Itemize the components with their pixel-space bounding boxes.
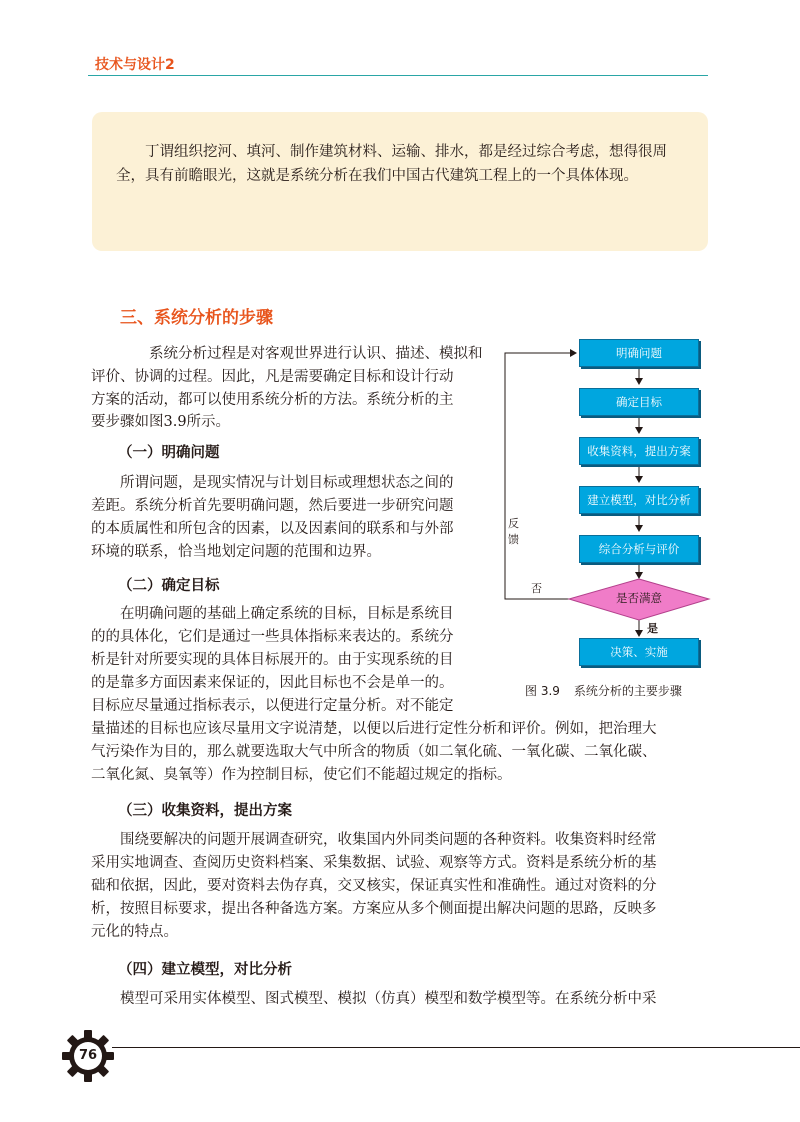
decision-label: 是否满意 — [616, 591, 662, 605]
subheading-define-problem: （一）明确问题 — [118, 445, 220, 461]
flow-step-4: 建立模型，对比分析 — [579, 486, 699, 514]
subheading-build-model: （四）建立模型，对比分析 — [118, 962, 292, 978]
feedback-label-2: 馈 — [508, 533, 519, 546]
section-title: 三、系统分析的步骤 — [120, 308, 273, 328]
figure-number: 图 3.9 — [525, 684, 560, 698]
flow-step-3: 收集资料，提出方案 — [579, 437, 699, 465]
flow-final-step: 决策、实施 — [579, 638, 699, 666]
yes-label: 是 — [647, 622, 658, 635]
sub2-line-6: 量描述的目标也应该尽量用文字说清楚，以便以后进行定性分析和评价。例如，把治理大 — [91, 721, 657, 737]
header-rule — [88, 75, 708, 76]
sub3-line-1: 围绕要解决的问题开展调查研究，收集国内外同类问题的各种资料。收集资料时经常 — [120, 832, 657, 848]
flow-step-1: 明确问题 — [579, 339, 699, 367]
note-text: 丁谓组织挖河、填河、制作建筑材料、运输、排水，都是经过综合考虑，想得很周全，具有前瞻眼光，这就是系统分析在我们中国古代建筑工程上的一个具体体现。 — [116, 144, 667, 184]
sub2-line-2: 的的具体化，它们是通过一些具体指标来表达的。系统分 — [91, 629, 454, 645]
sub1-line-3: 的本质属性和所包含的因素，以及因素间的联系和与外部 — [91, 521, 454, 537]
header-title: 技术与设计2 — [95, 57, 175, 73]
flow-step-2: 确定目标 — [579, 388, 699, 416]
sub2-line-5: 目标应尽量通过指标表示，以便进行定量分析。对不能定 — [91, 698, 454, 714]
sub4-line-1: 模型可采用实体模型、图式模型、模拟（仿真）模型和数学模型等。在系统分析中采 — [120, 991, 657, 1007]
note-box — [92, 112, 708, 251]
feedback-label-1: 反 — [508, 517, 519, 530]
sub2-line-4: 的是靠多方面因素来保证的，因此目标也不会是单一的。 — [91, 675, 454, 691]
sub1-line-2: 差距。系统分析首先要明确问题，然后要进一步研究问题 — [91, 498, 454, 514]
subheading-define-goal: （二）确定目标 — [118, 578, 220, 594]
sub2-line-7: 气污染作为目的，那么就要选取大气中所含的物质（如二氧化硫、一氧化碳、二氧化碳、 — [91, 744, 657, 760]
flow-step-5: 综合分析与评价 — [579, 535, 699, 563]
figure-caption-text: 系统分析的主要步骤 — [573, 684, 682, 698]
sub3-line-2: 采用实地调查、查阅历史资料档案、采集数据、试验、观察等方式。资料是系统分析的基 — [91, 855, 657, 871]
sub3-line-5: 元化的特点。 — [91, 924, 178, 940]
intro-line-4: 要步骤如图3.9所示。 — [91, 414, 231, 430]
figure-caption — [525, 682, 696, 699]
flowchart — [500, 330, 730, 670]
sub3-line-3: 础和依据，因此，要对资料去伪存真，交叉核实，保证真实性和准确性。通过对资料的分 — [91, 878, 657, 894]
page-number: 76 — [78, 1048, 98, 1063]
sub3-line-4: 析，按照目标要求，提出各种备选方案。方案应从多个侧面提出解决问题的思路，反映多 — [91, 901, 657, 917]
sub2-line-8: 二氧化氮、臭氧等）作为控制目标，使它们不能超过规定的指标。 — [91, 767, 512, 783]
sub1-line-4: 环境的联系，恰当地划定问题的范围和边界。 — [91, 544, 381, 560]
intro-line-1: 系统分析过程是对客观世界进行认识、描述、模拟和 — [149, 346, 483, 362]
intro-line-2: 评价、协调的过程。因此，凡是需要确定目标和设计行动 — [91, 369, 454, 385]
no-label: 否 — [531, 582, 542, 595]
feedback-loop — [505, 353, 579, 599]
footer-rule — [112, 1047, 800, 1048]
subheading-collect-data: （三）收集资料，提出方案 — [118, 803, 292, 819]
intro-line-3: 方案的活动，都可以使用系统分析的方法。系统分析的主 — [91, 392, 454, 408]
sub2-line-1: 在明确问题的基础上确定系统的目标，目标是系统目 — [120, 606, 454, 622]
sub2-line-3: 析是针对所要实现的具体目标展开的。由于实现系统的目 — [91, 652, 454, 668]
sub1-line-1: 所谓问题，是现实情况与计划目标或理想状态之间的 — [120, 475, 454, 491]
